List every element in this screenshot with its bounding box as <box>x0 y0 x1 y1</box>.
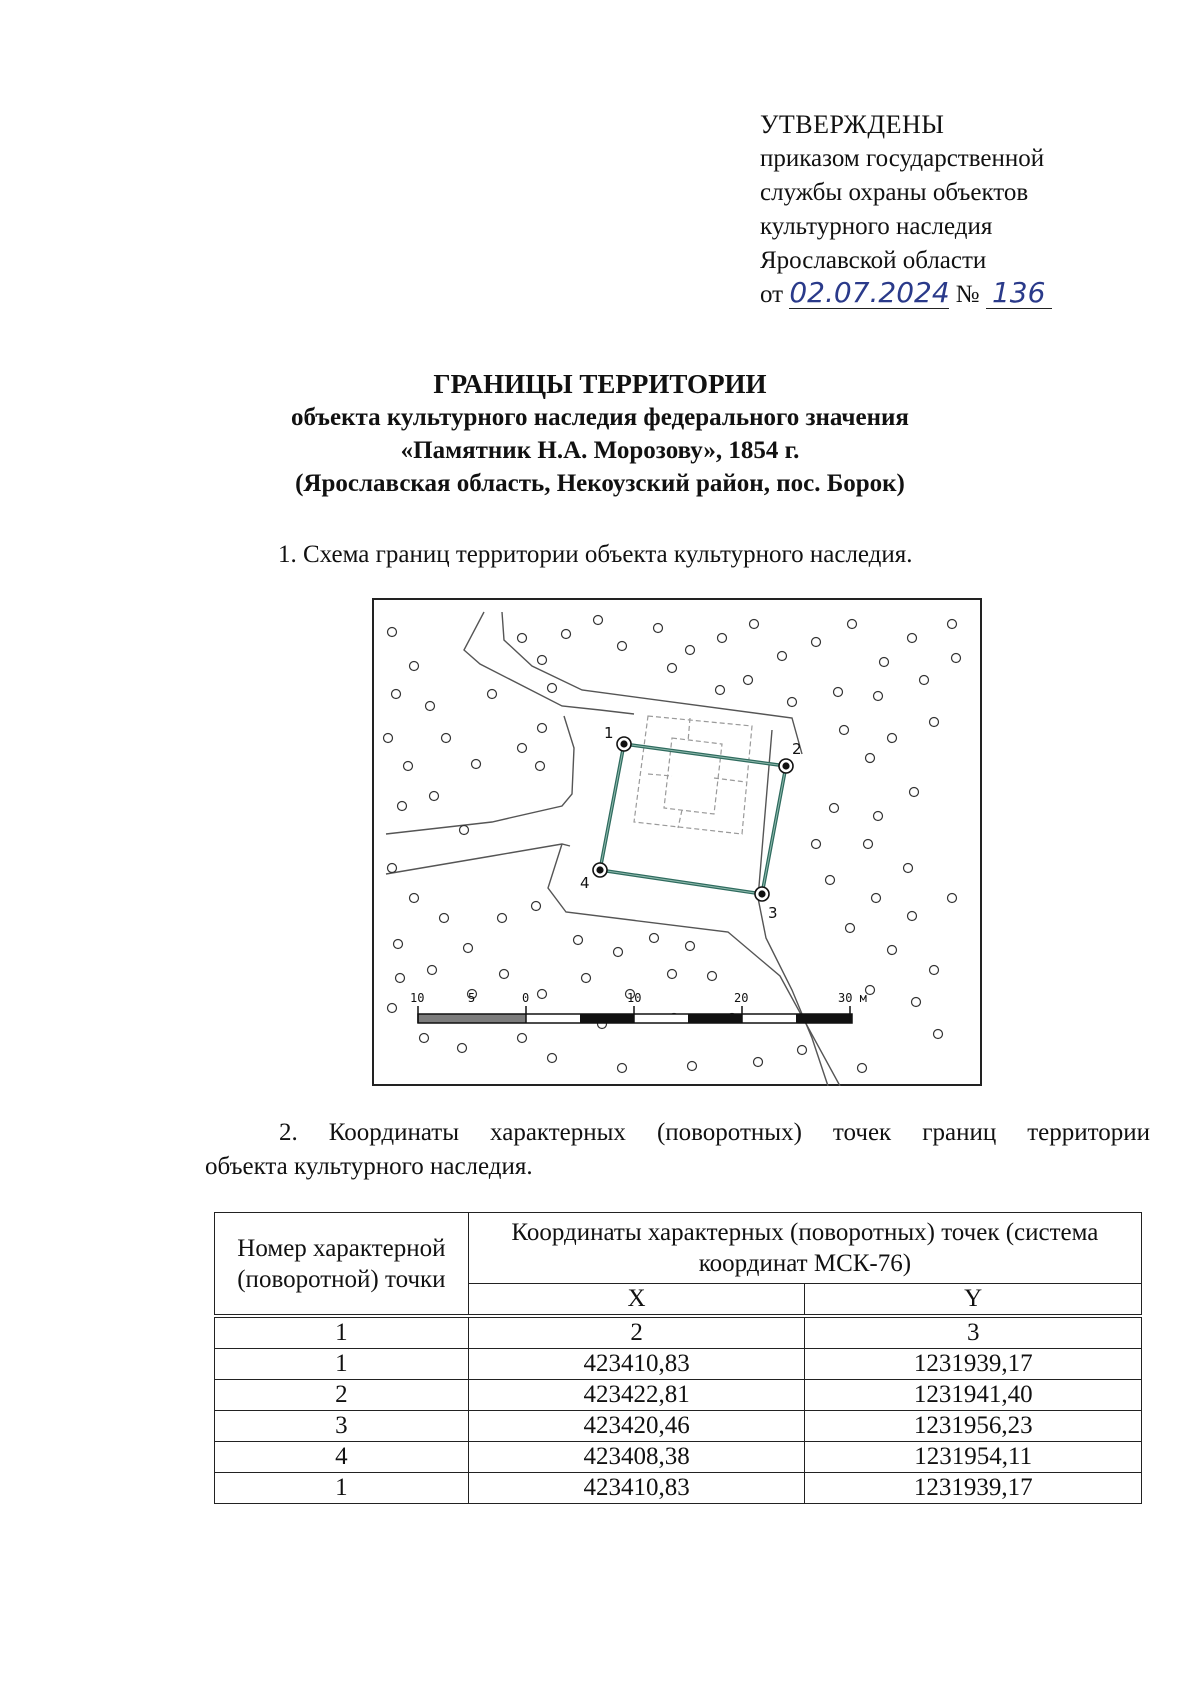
approval-line: Ярославской области <box>760 247 987 274</box>
date-prefix: от <box>760 281 784 308</box>
scale-label: 10 <box>627 991 642 1005</box>
point-label-1: 1 <box>604 724 614 742</box>
title-line2: объекта культурного наследия федерального значения <box>291 404 909 431</box>
table-row <box>215 1349 1142 1380</box>
coord-y: 1231939,17 <box>805 1349 1142 1380</box>
point-number: 3 <box>215 1411 469 1442</box>
number-sign: № <box>955 281 980 308</box>
approval-line: службы охраны объектов <box>760 179 1029 206</box>
point-label-2: 2 <box>792 740 802 758</box>
point-label-3: 3 <box>768 904 778 922</box>
document-title <box>0 368 1200 500</box>
approval-heading: УТВЕРЖДЕНЫ <box>760 110 945 139</box>
header-x: X <box>468 1284 805 1315</box>
coord-x: 423410,83 <box>468 1473 805 1504</box>
coord-x: 423422,81 <box>468 1380 805 1411</box>
point-label-4: 4 <box>580 874 590 892</box>
header-point-number: Номер характерной (поворотной) точки <box>215 1213 469 1315</box>
point-number: 1 <box>215 1349 469 1380</box>
coord-y: 1231941,40 <box>805 1380 1142 1411</box>
point-number: 1 <box>215 1473 469 1504</box>
point-number: 2 <box>215 1380 469 1411</box>
table-row <box>215 1442 1142 1473</box>
coord-y: 1231956,23 <box>805 1411 1142 1442</box>
title-line4: (Ярославская область, Некоузский район, пос. Борок) <box>295 470 905 497</box>
title-main: ГРАНИЦЫ ТЕРРИТОРИИ <box>433 369 767 399</box>
header-coordinates: Координаты характерных (поворотных) точек (система координат МСК-76) <box>468 1213 1141 1284</box>
scale-label: 20 <box>734 991 749 1005</box>
scale-label: 10 <box>410 991 425 1005</box>
coord-x: 423420,46 <box>468 1411 805 1442</box>
title-line3: «Памятник Н.А. Морозову», 1854 г. <box>400 437 800 464</box>
handwritten-number: 136 <box>986 278 1052 309</box>
coord-x: 423410,83 <box>468 1349 805 1380</box>
approval-line: приказом государственной <box>760 145 1045 172</box>
section-1-heading: 1. Схема границ территории объекта культурного наследия. <box>278 541 913 568</box>
scale-label: 5 <box>468 991 476 1005</box>
section-2-heading: 2. Координаты характерных (поворотных) точек границ территории <box>279 1119 1150 1146</box>
header-y: Y <box>805 1284 1142 1315</box>
scale-label: 0 <box>522 991 530 1005</box>
section-2-heading-cont: объекта культурного наследия. <box>205 1153 533 1180</box>
boundary-map <box>372 598 982 1086</box>
point-number: 4 <box>215 1442 469 1473</box>
approval-block <box>760 108 1160 312</box>
handwritten-date: 02.07.2024 <box>789 276 950 309</box>
table-index-row: 1 2 3 <box>215 1318 1142 1349</box>
approval-date-line <box>760 278 1160 312</box>
table-row <box>215 1473 1142 1504</box>
approval-line: культурного наследия <box>760 213 993 240</box>
coord-x: 423408,38 <box>468 1442 805 1473</box>
table-row <box>215 1380 1142 1411</box>
scale-label: 30 м <box>838 991 867 1005</box>
coord-y: 1231939,17 <box>805 1473 1142 1504</box>
coord-y: 1231954,11 <box>805 1442 1142 1473</box>
coordinates-table <box>214 1212 1142 1504</box>
table-row <box>215 1411 1142 1442</box>
